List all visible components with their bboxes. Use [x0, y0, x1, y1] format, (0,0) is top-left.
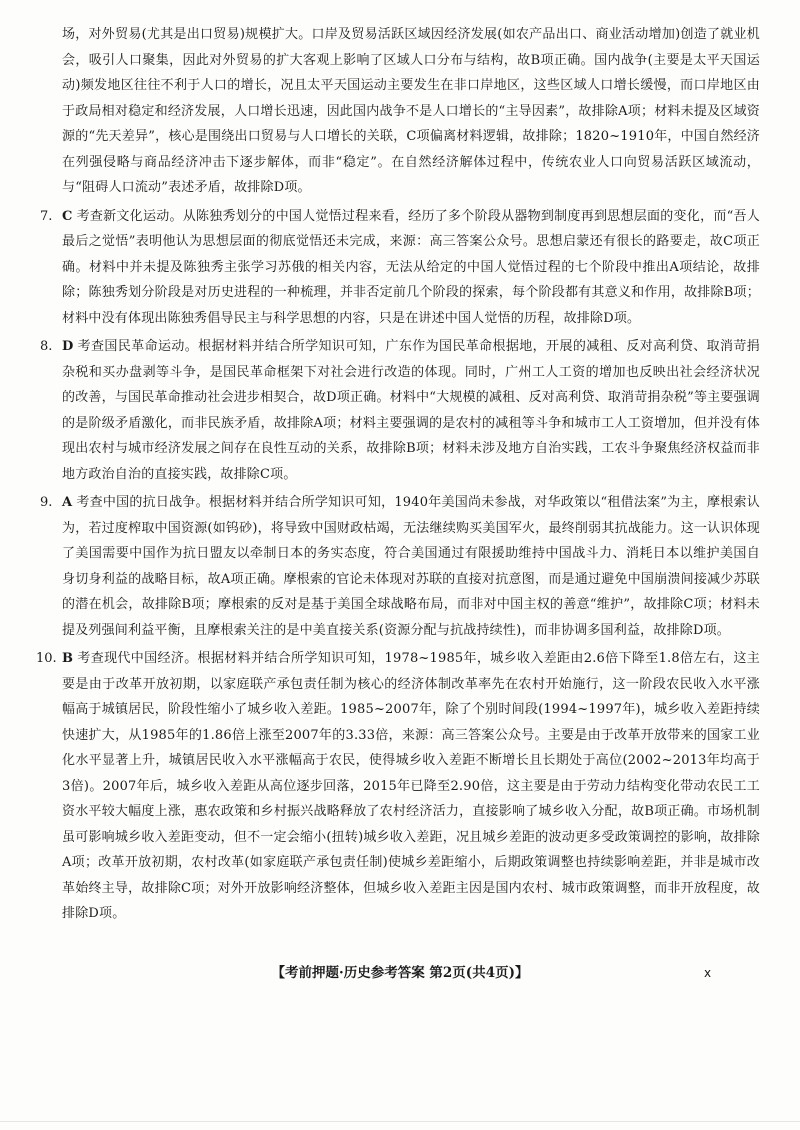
question-number: 7. — [40, 208, 53, 224]
answer-explanation — [62, 646, 760, 927]
answer-letter: D — [62, 339, 74, 354]
answer-letter: C — [62, 208, 73, 224]
question-number: 8. — [40, 339, 53, 354]
answer-key-content — [36, 22, 760, 927]
explanation-text: 考查中国的抗日战争。根据材料并结合所学知识可知，1940年美国尚未参战，对华政策以“租借法案”为主，摩根索认为，若过度榨取中国资源(如钨砂)，将导致中国财政枯竭，无法继续购买美国军火，最终削弱其抗战能力。这一认识体现了美国需要中国作为抗日盟友以牵制日本的务实态度，符合美国通过有限援助维持中国战斗力、消耗日本以维护美国自身切身利益的战略目标，故A项正确。摩根索的官论未体现对苏联的直接对抗意图，而是通过避免中国崩溃间接减少苏联的潜在机会，故排除B项；摩根索的反对是基于美国全球战略布局，而非对中国主权的善意“维护”，故排除C项；材料未提及列强间利益平衡，且摩根索关注的是中美直接关系(资源分配与抗战持续性)，而非协调多国利益，故排除D项。 — [62, 495, 760, 638]
page-footer: 【考前押题·历史参考答案 第2页(共4页)】 — [271, 965, 529, 981]
explanation-text: 考查国民革命运动。根据材料并结合所学知识可知，广东作为国民革命根据地，开展的减租、反对高利贷、取消苛捐杂税和买办盘剥等斗争，是国民革命框架下对社会进行改造的体现。同时，广州工人工资的增加也反映出社会经济状况的改善，与国民革命推动社会进步相契合，故D项正确。材料中“大规模的减租、反对高利贷、取消苛捐杂税”等主要强调的是阶级矛盾激化，而非民族矛盾，故排除A项；材料主要强调的是农村的减租等斗争和城市工人工资增加，但并没有体现出农村与城市经济发展之间存在良性互动的关系，故排除B项；材料未涉及地方自治实践，工农斗争聚焦经济权益而非地方政治自治的直接实践，故排除C项。 — [62, 339, 760, 482]
answer-item-8 — [40, 334, 760, 487]
answer-explanation — [62, 334, 760, 487]
answer-letter: A — [62, 495, 73, 510]
answer-item-7 — [40, 204, 760, 332]
explanation-text: 考查现代中国经济。根据材料并结合所学知识可知，1978~1985年，城乡收入差距由2.6倍下降至1.8倍左右，这主要是由于改革开放初期，以家庭联产承包责任制为核心的经济体制改革率先在农村开始施行，这一阶段农民收入水平涨幅高于城镇居民，阶段性缩小了城乡收入差距。1985~2007年，除了个别时间段(1994~1997年)，城乡收入差距持续快速扩大，从1985年的1.86倍上涨至2007年的3.33倍，来源：高三答案公众号。主要是由于改革开放带来的国家工业化水平显著上升，城镇居民收入水平涨幅高于农民，使得城乡收入差距不断增长且长期处于高位(2002~2013年均高于3倍)。2007年后，城乡收入差距从高位逐步回落，2015年已降至2.90倍，这主要是由于劳动力结构变化带动农民工工资水平较大幅度上涨，惠农政策和乡村振兴战略释放了农村经济活力，直接影响了城乡收入分配，故B项正确。市场机制虽可影响城乡收入差距变动，但不一定会缩小(扭转)城乡收入差距，况且城乡差距的波动更多受政策调控的影响，故排除A项；改革开放初期，农村改革(如家庭联产承包责任制)使城乡差距缩小，后期政策调整也持续影响差距，并非是城市改革始终主导，故排除C项；对外开放影响经济整体，但城乡收入差距主因是国内农村、城市政策调整，而非开放程度，故排除D项。 — [62, 651, 760, 921]
answer-item-10 — [36, 646, 760, 927]
footer-mark: x — [704, 966, 712, 980]
answer-explanation — [62, 204, 760, 332]
answer-letter: B — [62, 651, 74, 666]
continued-answer-paragraph: 场，对外贸易(尤其是出口贸易)规模扩大。口岸及贸易活跃区域因经济发展(如农产品出口、商业活动增加)创造了就业机会，吸引人口聚集，因此对外贸易的扩大客观上影响了区域人口分布与结构，故B项正确。国内战争(主要是太平天国运动)频发地区往往不利于人口的增长，况且太平天国运动主要发生在非口岸地区，这些区域人口增长缓慢，而口岸地区由于政局相对稳定和经济发展，人口增长迅速，因此国内战争不是人口增长的“主导因素”，故排除A项；材料未提及区域资源的“先天差异”，核心是围绕出口贸易与人口增长的关联，C项偏离材料逻辑，故排除；1820~1910年，中国自然经济在列强侵略与商品经济冲击下逐步解体，而非“稳定”。在自然经济解体过程中，传统农业人口向贸易活跃区域流动，与“阻碍人口流动”表述矛盾，故排除D项。 — [62, 27, 760, 195]
question-number: 10. — [36, 651, 57, 666]
explanation-text: 考查新文化运动。从陈独秀划分的中国人觉悟过程来看，经历了多个阶段从器物到制度再到思想层面的变化，而“吾人最后之觉悟”表明他认为思想层面的彻底觉悟还未完成，来源：高三答案公众号。思想启蒙还有很长的路要走，故C项正确。材料中并未提及陈独秀主张学习苏俄的相关内容，无法从给定的中国人觉悟过程的七个阶段中推出A项结论，故排除；陈独秀划分阶段是对历史进程的一种梳理，并非否定前几个阶段的探索，每个阶段都有其意义和作用，故排除B项；材料中没有体现出陈独秀倡导民主与科学思想的内容，只是在讲述中国人觉悟的历程，故排除D项。 — [62, 208, 760, 326]
answer-explanation — [62, 490, 760, 643]
question-number: 9. — [40, 495, 53, 510]
answer-item-9 — [40, 490, 760, 643]
bottom-divider — [0, 1121, 800, 1122]
